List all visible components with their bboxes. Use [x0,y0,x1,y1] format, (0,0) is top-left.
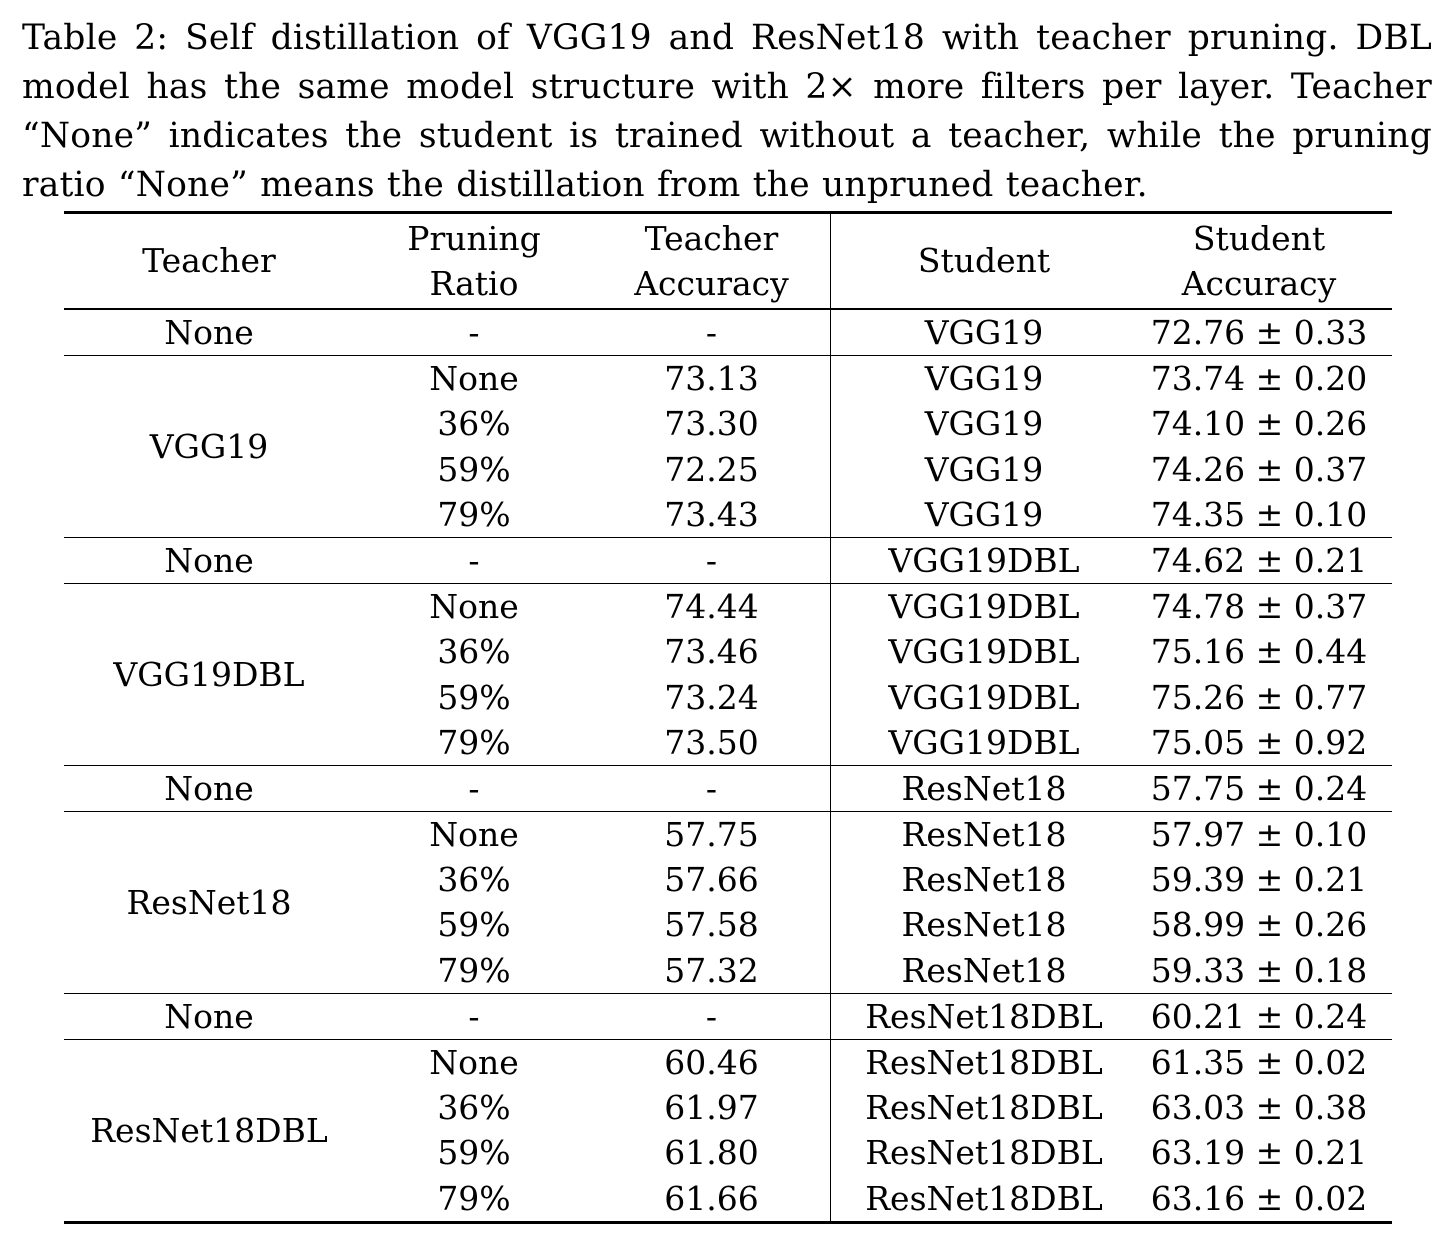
table-row [64,447,1392,492]
table-row [64,902,1392,947]
teacher-accuracy-cell: - [705,768,718,808]
student-cell: VGG19 [924,359,1044,399]
student-accuracy-cell: 59.39 ± 0.21 [1150,860,1368,900]
pruning-ratio-cell: 59% [437,677,511,717]
header-student-acc-line2: Accuracy [1181,264,1337,303]
teacher-accuracy-cell: - [705,540,718,580]
teacher-name: None [164,313,254,353]
teacher-name: None [164,768,254,808]
teacher-accuracy-cell: 57.58 [664,905,759,945]
pruning-ratio-cell: 36% [437,1088,511,1128]
table-row [64,492,1392,537]
student-accuracy-cell: 59.33 ± 0.18 [1150,950,1368,990]
student-accuracy-cell: 74.62 ± 0.21 [1150,540,1368,580]
pruning-ratio-cell: 36% [437,632,511,672]
teacher-accuracy-cell: 74.44 [664,587,759,627]
student-cell: VGG19 [924,494,1044,534]
caption-line: ratio “None” means the distillation from the unpruned teacher. [22,165,1148,205]
teacher-name: ResNet18DBL [90,1110,328,1150]
teacher-accuracy-cell: - [705,996,718,1036]
student-cell: VGG19 [924,449,1044,489]
pruning-ratio-cell: - [468,996,480,1036]
teacher-accuracy-cell: 73.13 [664,359,759,399]
table-header [64,214,1392,310]
student-cell: ResNet18DBL [865,996,1103,1036]
student-accuracy-cell: 63.03 ± 0.38 [1150,1088,1368,1128]
table-group [64,1040,1392,1221]
pruning-ratio-cell: None [429,815,519,855]
student-accuracy-cell: 74.35 ± 0.10 [1150,494,1368,534]
teacher-name: ResNet18 [126,882,292,922]
student-cell: VGG19DBL [888,722,1080,762]
teacher-accuracy-cell: 73.50 [664,722,759,762]
caption-line: “None” indicates the student is trained without a teacher, while the pruning [22,116,1432,156]
teacher-name: None [164,541,254,581]
student-cell: ResNet18 [901,950,1067,990]
student-cell: ResNet18 [901,860,1067,900]
header-teacher-acc-line2: Accuracy [634,264,789,303]
student-accuracy-cell: 75.26 ± 0.77 [1150,677,1368,717]
table-group [64,538,1392,584]
table-group [64,584,1392,766]
table-row [64,994,1392,1039]
table-row [64,1176,1392,1221]
teacher-accuracy-cell: 57.75 [664,815,759,855]
header-student: Student [917,241,1051,280]
student-accuracy-cell: 75.16 ± 0.44 [1150,632,1368,672]
pruning-ratio-cell: 36% [437,404,511,444]
table-row [64,1130,1392,1175]
student-accuracy-cell: 75.05 ± 0.92 [1150,722,1368,762]
student-cell: VGG19DBL [888,587,1080,627]
student-accuracy-cell: 63.19 ± 0.21 [1150,1133,1368,1173]
student-cell: ResNet18 [901,815,1067,855]
results-table [64,211,1392,1224]
student-accuracy-cell: 60.21 ± 0.24 [1150,996,1368,1036]
header-student-acc-line1: Student [1192,219,1326,258]
student-accuracy-cell: 72.76 ± 0.33 [1150,313,1368,352]
pruning-ratio-cell: 79% [437,722,511,762]
student-accuracy-cell: 57.75 ± 0.24 [1150,768,1368,808]
teacher-accuracy-cell: - [705,313,718,352]
student-cell: ResNet18 [901,905,1067,945]
header-teacher: Teacher [142,241,276,280]
table-row [64,584,1392,629]
student-accuracy-cell: 58.99 ± 0.26 [1150,905,1368,945]
pruning-ratio-cell: 59% [437,449,511,489]
table-row [64,1085,1392,1130]
pruning-ratio-cell: None [429,1043,519,1082]
student-cell: VGG19DBL [888,677,1080,717]
table-group [64,310,1392,356]
teacher-accuracy-cell: 73.30 [664,404,759,444]
table-row [64,401,1392,446]
teacher-accuracy-cell: 72.25 [664,449,759,489]
table-row [64,538,1392,583]
teacher-accuracy-cell: 73.46 [664,632,759,672]
pruning-ratio-cell: 79% [437,494,511,534]
teacher-accuracy-cell: 73.43 [664,494,759,534]
student-cell: ResNet18DBL [865,1133,1103,1173]
table-group [64,356,1392,538]
teacher-accuracy-cell: 61.80 [664,1133,759,1173]
student-accuracy-cell: 74.10 ± 0.26 [1150,404,1368,444]
table-row [64,356,1392,401]
table-row [64,857,1392,902]
teacher-accuracy-cell: 57.32 [664,950,759,990]
student-cell: ResNet18DBL [865,1178,1103,1218]
student-cell: VGG19 [924,404,1044,444]
table-row [64,812,1392,857]
pruning-ratio-cell: 36% [437,860,511,900]
table-row [64,720,1392,765]
table-row [64,629,1392,674]
student-cell: ResNet18DBL [865,1043,1103,1082]
student-cell: VGG19DBL [888,632,1080,672]
table-row [64,310,1392,355]
pruning-ratio-cell: 59% [437,905,511,945]
caption-line: model has the same model structure with 2× more filters per layer. Teacher [22,67,1432,107]
pruning-ratio-cell: - [468,768,480,808]
teacher-name: None [164,996,254,1036]
pruning-ratio-cell: 79% [437,1178,511,1218]
pruning-ratio-cell: None [429,587,519,627]
student-accuracy-cell: 63.16 ± 0.02 [1150,1178,1368,1218]
student-accuracy-cell: 57.97 ± 0.10 [1150,815,1368,855]
caption-line: Table 2: Self distillation of VGG19 and ResNet18 with teacher pruning. DBL [22,18,1432,58]
table-row [64,948,1392,993]
table-caption [22,14,1432,210]
student-cell: VGG19DBL [888,540,1080,580]
teacher-accuracy-cell: 61.66 [664,1178,759,1218]
teacher-name: VGG19DBL [113,655,305,695]
table-group [64,766,1392,812]
student-accuracy-cell: 61.35 ± 0.02 [1150,1043,1368,1082]
header-ratio-line2: Ratio [429,264,519,303]
pruning-ratio-cell: 59% [437,1133,511,1173]
student-cell: ResNet18DBL [865,1088,1103,1128]
header-ratio-line1: Pruning [407,219,541,258]
table-group [64,812,1392,994]
pruning-ratio-cell: - [468,313,480,352]
pruning-ratio-cell: 79% [437,950,511,990]
student-accuracy-cell: 74.78 ± 0.37 [1150,587,1368,627]
student-cell: ResNet18 [901,768,1067,808]
student-cell: VGG19 [924,313,1044,352]
teacher-accuracy-cell: 60.46 [664,1043,759,1082]
student-accuracy-cell: 74.26 ± 0.37 [1150,449,1368,489]
pruning-ratio-cell: None [429,359,519,399]
student-accuracy-cell: 73.74 ± 0.20 [1150,359,1368,399]
teacher-accuracy-cell: 57.66 [664,860,759,900]
teacher-name: VGG19 [149,427,269,467]
table-row [64,1040,1392,1085]
table-group [64,994,1392,1040]
header-teacher-acc-line1: Teacher [644,219,779,258]
teacher-accuracy-cell: 61.97 [664,1088,759,1128]
teacher-accuracy-cell: 73.24 [664,677,759,717]
table-row [64,766,1392,811]
table-row [64,675,1392,720]
pruning-ratio-cell: - [468,540,480,580]
